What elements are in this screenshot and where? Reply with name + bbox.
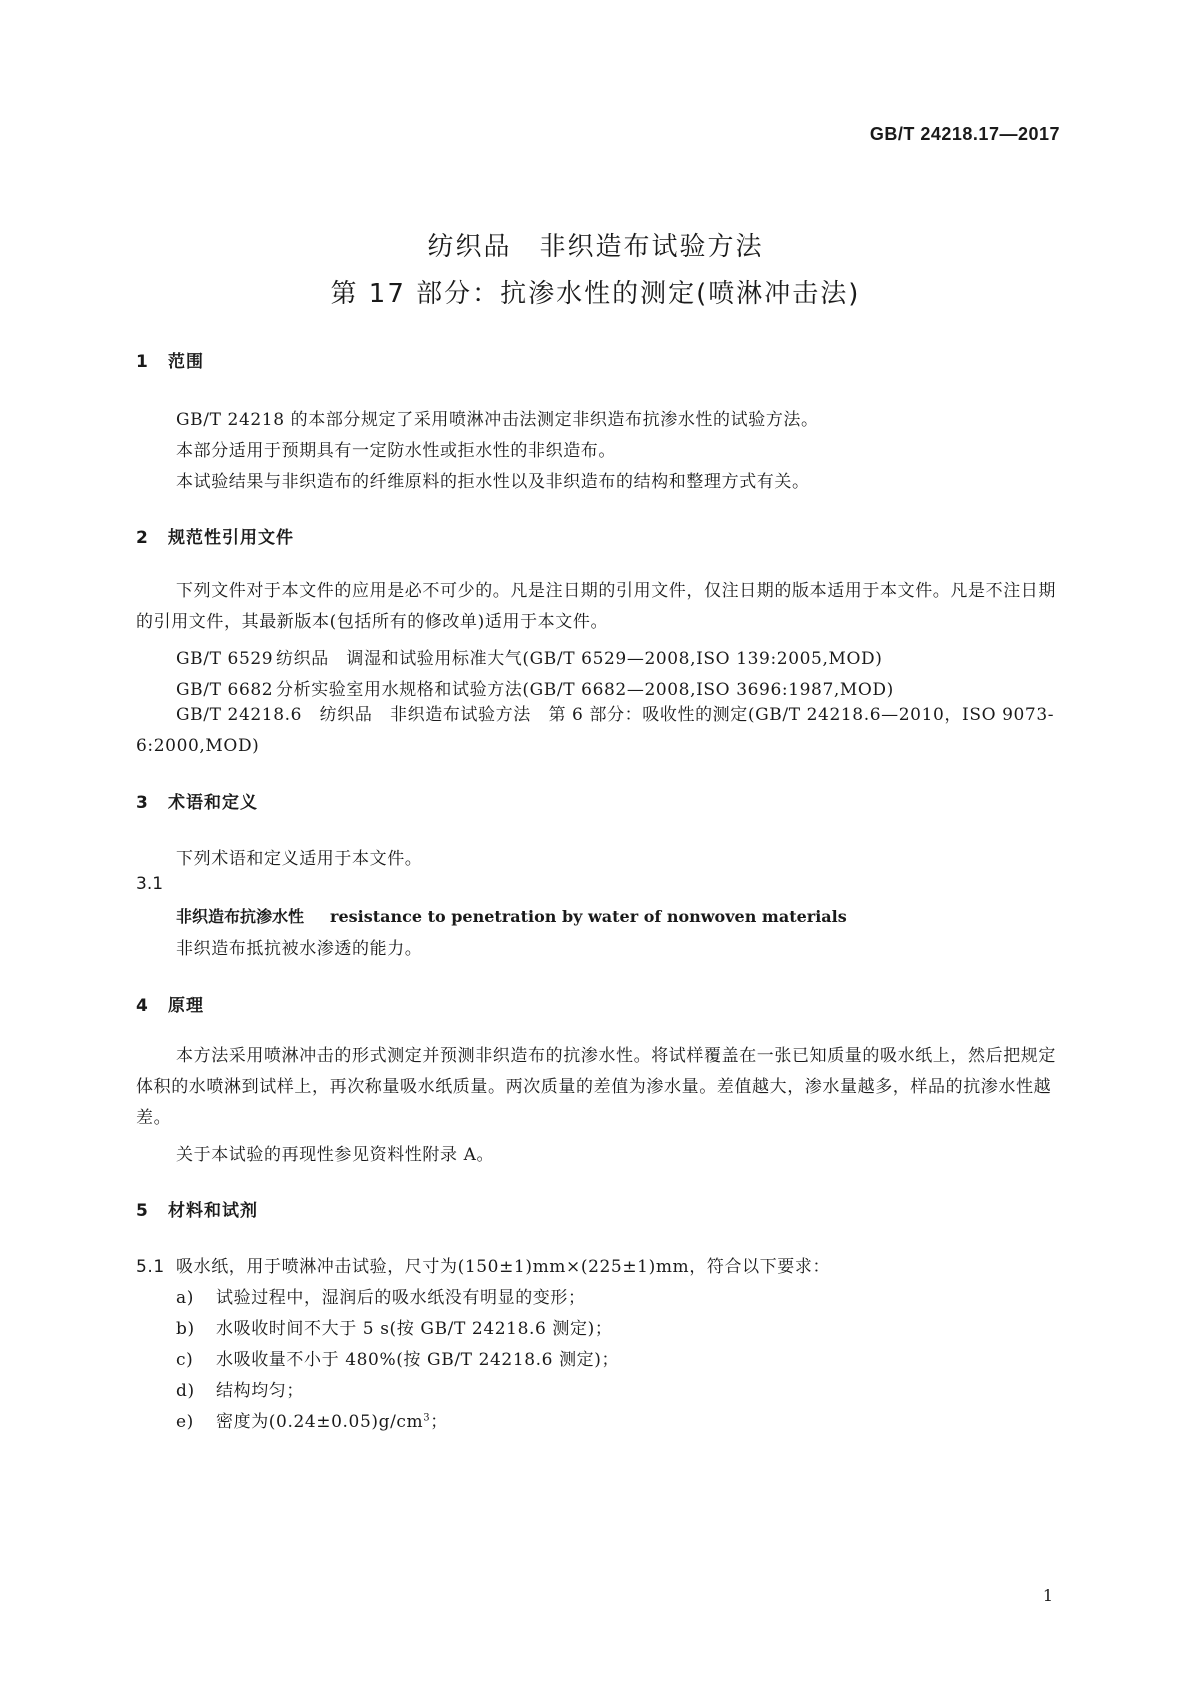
item-5-1 [136,1252,830,1277]
section-number: 3 [136,793,149,813]
reference-code: GB/T 6682 [176,680,274,700]
requirement-e [176,1407,448,1432]
reference-gbt-6529 [176,644,882,669]
reference-code: GB/T 6529 [176,649,274,669]
requirement-text: 水吸收时间不大于 5 s(按 GB/T 24218.6 测定)； [216,1319,613,1339]
section-3-heading [136,788,258,813]
section-title: 规范性引用文件 [168,528,294,548]
document-title-line2: 第 17 部分：抗渗水性的测定(喷淋冲击法) [330,279,861,309]
section-title: 材料和试剂 [168,1201,258,1221]
section-number: 5 [136,1201,149,1221]
section-1-paragraph-2: 本部分适用于预期具有一定防水性或拒水性的非织造布。 [176,441,616,461]
section-title: 范围 [168,352,204,372]
section-4-paragraph-2: 关于本试验的再现性参见资料性附录 A。 [176,1145,495,1165]
requirement-c [176,1345,619,1370]
requirement-label: e) [176,1412,194,1432]
clause-number: 3.1 [136,874,164,894]
requirement-text: 结构均匀； [216,1381,304,1401]
requirement-text: 试验过程中，湿润后的吸水纸没有明显的变形； [216,1288,586,1308]
term-chinese: 非织造布抗渗水性 [176,907,305,926]
section-5-heading [136,1196,258,1221]
requirement-punctuation: ； [430,1412,448,1432]
section-number: 4 [136,996,149,1016]
requirement-label: b) [176,1319,195,1339]
requirement-label: d) [176,1381,195,1401]
section-4-heading [136,991,204,1016]
requirement-label: a) [176,1288,194,1308]
term-english: resistance to penetration by water of nonwoven materials [330,907,847,926]
section-title: 术语和定义 [168,793,258,813]
term-definition: 非织造布抵抗被水渗透的能力。 [176,939,423,959]
section-1-paragraph-1: GB/T 24218 的本部分规定了采用喷淋冲击法测定非织造布抗渗水性的试验方法。 [176,410,819,430]
document-title-line1: 纺织品 非织造布试验方法 [427,232,764,262]
requirement-text: 水吸收量不小于 480%(按 GB/T 24218.6 测定)； [216,1350,620,1370]
section-number: 2 [136,528,149,548]
requirement-text: 密度为(0.24±0.05)g/cm [216,1412,424,1432]
item-number: 5.1 [136,1257,165,1277]
section-number: 1 [136,352,149,372]
term-entry [176,904,847,927]
requirement-label: c) [176,1350,194,1370]
standard-code: GB/T 24218.17—2017 [869,124,1060,144]
requirement-a [176,1283,586,1308]
section-3-intro: 下列术语和定义适用于本文件。 [176,849,423,869]
section-2-heading [136,523,294,548]
reference-gbt-24218-6: GB/T 24218.6 纺织品 非织造布试验方法 第 6 部分：吸收性的测定(GB/T 24218.6—2010，ISO 9073-6:2000,MOD) [136,705,1055,756]
section-4-paragraph-1: 本方法采用喷淋冲击的形式测定并预测非织造布的抗渗水性。将试样覆盖在一张已知质量的吸水纸上，然后把规定体积的水喷淋到试样上，再次称量吸水纸质量。两次质量的差值为渗水量。差值越大，渗水量越多，样品的抗渗水性越差。 [136,1046,1056,1128]
requirement-b [176,1314,612,1339]
reference-gbt-6682 [176,675,894,700]
section-2-intro: 下列文件对于本文件的应用是必不可少的。凡是注日期的引用文件，仅注日期的版本适用于本文件。凡是不注日期的引用文件，其最新版本(包括所有的修改单)适用于本文件。 [136,581,1056,632]
superscript-exponent: 3 [423,1412,431,1424]
reference-text: 纺织品 调湿和试验用标准大气(GB/T 6529—2008,ISO 139:2005,MOD) [276,649,883,669]
section-1-heading [136,347,204,372]
page-number: 1 [1042,1586,1053,1605]
requirement-d [176,1376,304,1401]
item-text: 吸水纸，用于喷淋冲击试验，尺寸为(150±1)mm×(225±1)mm，符合以下要求： [176,1257,831,1277]
reference-text: 分析实验室用水规格和试验方法(GB/T 6682—2008,ISO 3696:1987,MOD) [276,680,894,700]
section-1-paragraph-3: 本试验结果与非织造布的纤维原料的拒水性以及非织造布的结构和整理方式有关。 [176,472,810,492]
section-title: 原理 [168,996,204,1016]
